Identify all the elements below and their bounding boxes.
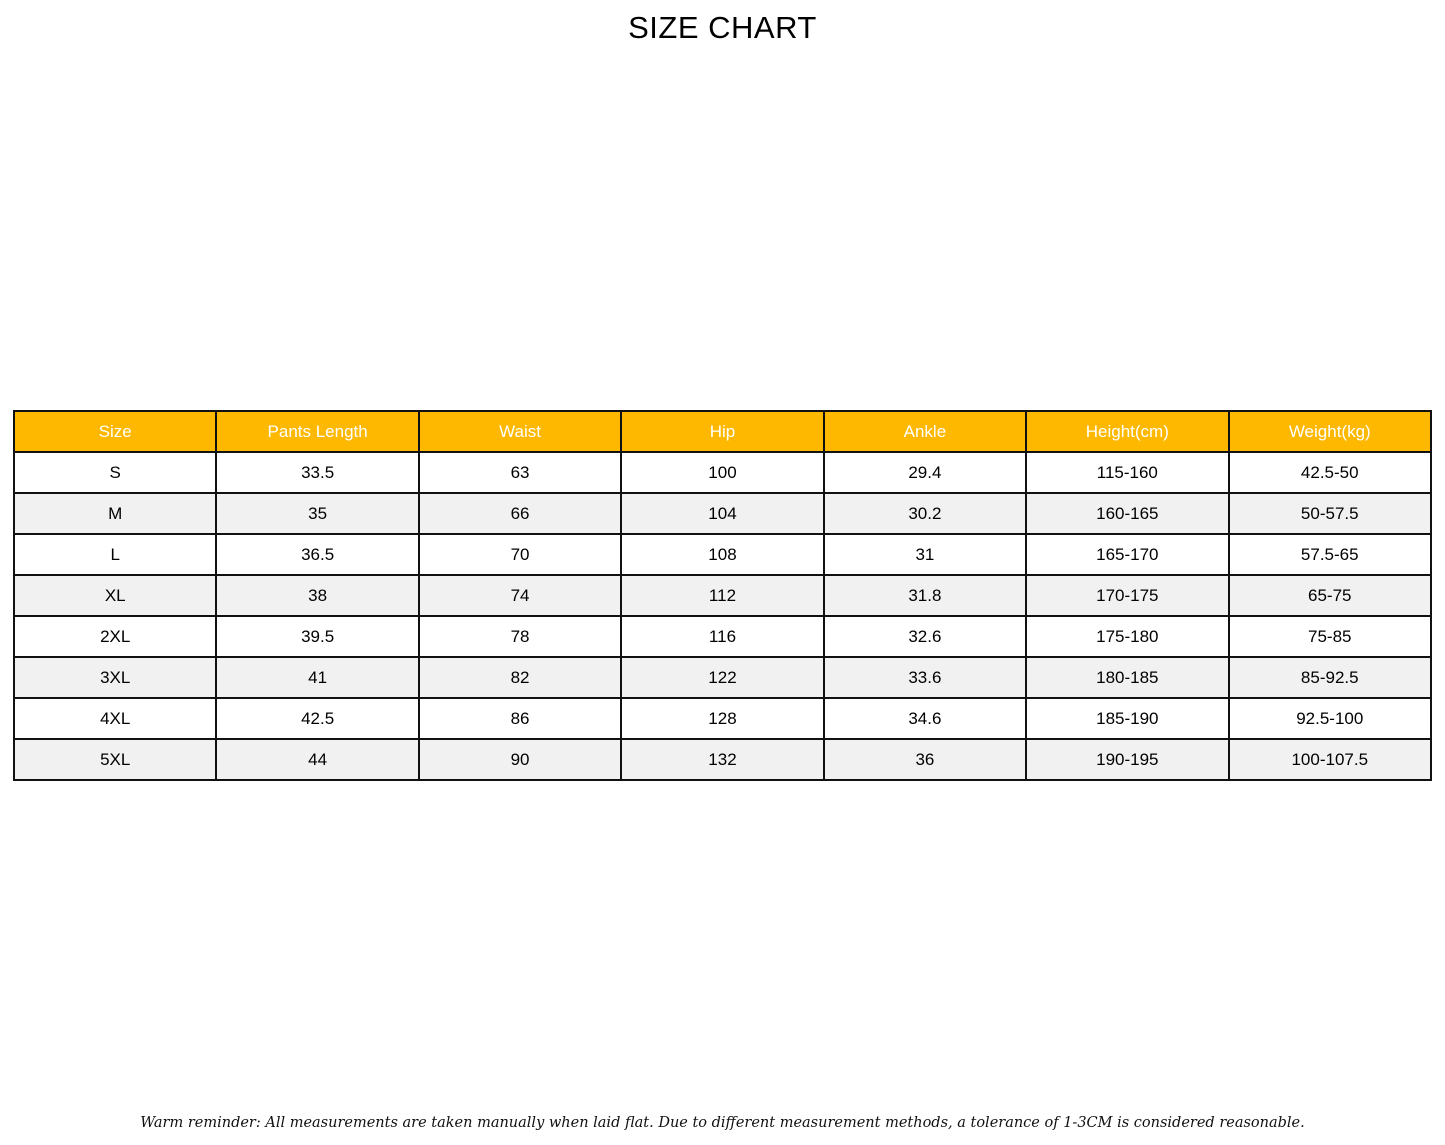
- cell-hip: 112: [621, 575, 823, 616]
- cell-waist: 78: [419, 616, 621, 657]
- cell-size: XL: [14, 575, 216, 616]
- cell-waist: 66: [419, 493, 621, 534]
- cell-height: 180-185: [1026, 657, 1228, 698]
- cell-height: 175-180: [1026, 616, 1228, 657]
- cell-weight: 92.5-100: [1229, 698, 1431, 739]
- cell-pants-length: 44: [216, 739, 418, 780]
- cell-ankle: 29.4: [824, 452, 1026, 493]
- cell-hip: 128: [621, 698, 823, 739]
- cell-hip: 116: [621, 616, 823, 657]
- cell-waist: 74: [419, 575, 621, 616]
- table-header-row: [14, 411, 1431, 452]
- header-weight: Weight(kg): [1229, 411, 1431, 452]
- cell-height: 170-175: [1026, 575, 1228, 616]
- table-row: [14, 698, 1431, 739]
- table-row: [14, 575, 1431, 616]
- cell-ankle: 30.2: [824, 493, 1026, 534]
- cell-size: M: [14, 493, 216, 534]
- table-row: [14, 739, 1431, 780]
- warm-reminder-note: Warm reminder: All measurements are taken manually when laid flat. Due to different measurement methods, a tolerance of 1-3CM is considered reasonable.: [140, 1115, 1305, 1131]
- cell-weight: 85-92.5: [1229, 657, 1431, 698]
- cell-pants-length: 42.5: [216, 698, 418, 739]
- cell-pants-length: 38: [216, 575, 418, 616]
- cell-weight: 50-57.5: [1229, 493, 1431, 534]
- header-height: Height(cm): [1026, 411, 1228, 452]
- cell-waist: 63: [419, 452, 621, 493]
- table-row: [14, 616, 1431, 657]
- table-row: [14, 452, 1431, 493]
- table-row: [14, 534, 1431, 575]
- cell-hip: 104: [621, 493, 823, 534]
- cell-size: 5XL: [14, 739, 216, 780]
- cell-pants-length: 39.5: [216, 616, 418, 657]
- header-size: Size: [14, 411, 216, 452]
- cell-height: 115-160: [1026, 452, 1228, 493]
- cell-ankle: 31.8: [824, 575, 1026, 616]
- cell-height: 185-190: [1026, 698, 1228, 739]
- page-title: SIZE CHART: [628, 10, 817, 45]
- cell-pants-length: 33.5: [216, 452, 418, 493]
- cell-pants-length: 35: [216, 493, 418, 534]
- header-ankle: Ankle: [824, 411, 1026, 452]
- cell-weight: 42.5-50: [1229, 452, 1431, 493]
- cell-weight: 100-107.5: [1229, 739, 1431, 780]
- cell-hip: 100: [621, 452, 823, 493]
- cell-height: 165-170: [1026, 534, 1228, 575]
- cell-hip: 108: [621, 534, 823, 575]
- cell-hip: 122: [621, 657, 823, 698]
- cell-height: 160-165: [1026, 493, 1228, 534]
- cell-ankle: 32.6: [824, 616, 1026, 657]
- cell-pants-length: 36.5: [216, 534, 418, 575]
- cell-pants-length: 41: [216, 657, 418, 698]
- cell-ankle: 31: [824, 534, 1026, 575]
- header-hip: Hip: [621, 411, 823, 452]
- header-pants-length: Pants Length: [216, 411, 418, 452]
- cell-ankle: 36: [824, 739, 1026, 780]
- cell-waist: 70: [419, 534, 621, 575]
- cell-weight: 75-85: [1229, 616, 1431, 657]
- size-chart-table-container: [13, 410, 1432, 781]
- cell-waist: 86: [419, 698, 621, 739]
- cell-waist: 82: [419, 657, 621, 698]
- cell-hip: 132: [621, 739, 823, 780]
- cell-height: 190-195: [1026, 739, 1228, 780]
- cell-weight: 65-75: [1229, 575, 1431, 616]
- cell-weight: 57.5-65: [1229, 534, 1431, 575]
- table-row: [14, 493, 1431, 534]
- table-row: [14, 657, 1431, 698]
- cell-ankle: 33.6: [824, 657, 1026, 698]
- size-chart-table: [13, 410, 1432, 781]
- cell-waist: 90: [419, 739, 621, 780]
- cell-size: 2XL: [14, 616, 216, 657]
- cell-size: 3XL: [14, 657, 216, 698]
- cell-size: 4XL: [14, 698, 216, 739]
- cell-size: S: [14, 452, 216, 493]
- cell-size: L: [14, 534, 216, 575]
- cell-ankle: 34.6: [824, 698, 1026, 739]
- header-waist: Waist: [419, 411, 621, 452]
